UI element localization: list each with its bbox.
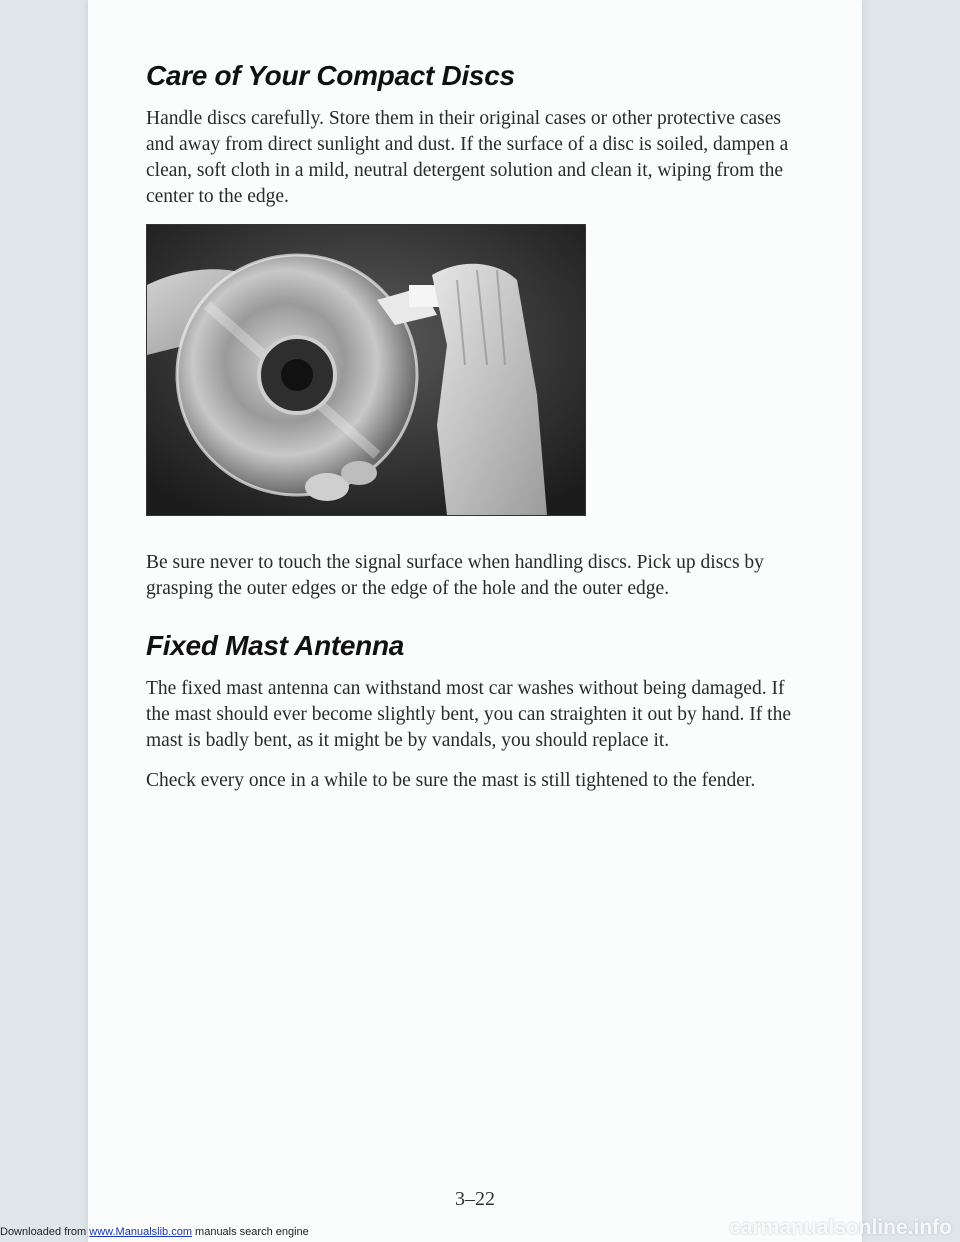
section-heading-compact-discs: Care of Your Compact Discs [146, 60, 515, 91]
manual-page [88, 0, 862, 1242]
paragraph-disc-handling: Handle discs carefully. Store them in their original cases or other protective cases and away from direct sunlight and dust. If the surface of a disc is soiled, dampen a clean, soft cloth in a mild, neutral detergent solution and clean it, wiping from the center to the edge. [146, 108, 789, 207]
section-heading-fixed-mast-antenna: Fixed Mast Antenna [146, 630, 405, 661]
disc-cleaning-photo [146, 224, 586, 516]
page-number: 3–22 [455, 1188, 495, 1210]
paragraph-antenna-check: Check every once in a while to be sure the mast is still tightened to the fender. [146, 770, 756, 791]
footer-prefix: Downloaded from [0, 1226, 90, 1238]
footer-suffix: manuals search engine [191, 1226, 309, 1238]
manualslib-link[interactable]: www.Manualslib.com [89, 1226, 192, 1238]
watermark: carmanualsonline.info [729, 1216, 952, 1239]
download-footer [0, 1226, 309, 1238]
page-content [146, 60, 796, 808]
paragraph-antenna-washes: The fixed mast antenna can withstand most car washes without being damaged. If the mast should ever become slightly bent, you can straighten it out by hand. If the mast is badly bent, as it might be by vandals, you should replace it. [146, 678, 791, 751]
paragraph-signal-surface: Be sure never to touch the signal surface when handling discs. Pick up discs by grasping the outer edges or the edge of the hole and the outer edge. [146, 552, 764, 599]
